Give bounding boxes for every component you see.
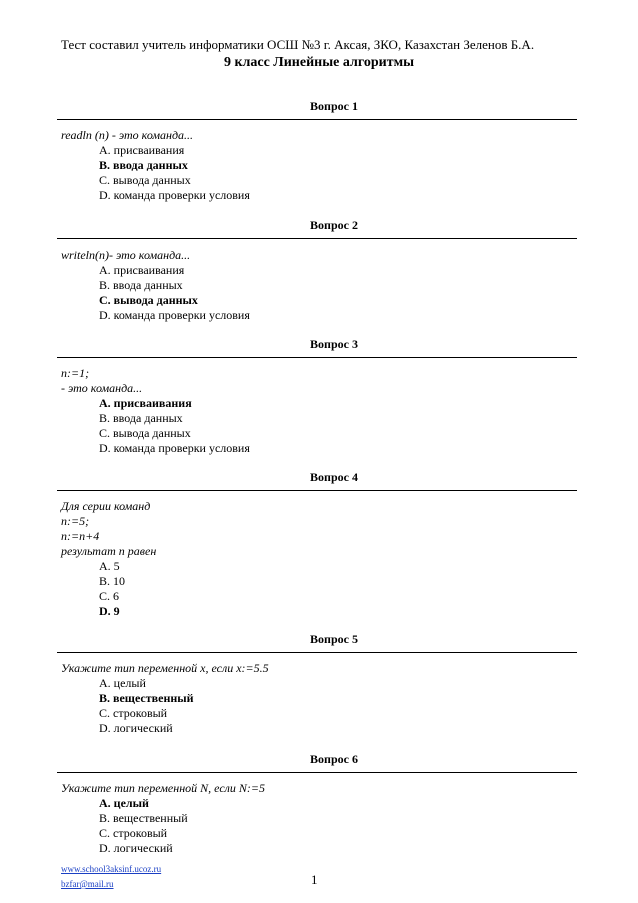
answer-option: D. команда проверки условия xyxy=(99,441,250,455)
question-title: Вопрос 2 xyxy=(310,218,358,232)
question-title: Вопрос 1 xyxy=(310,99,358,113)
answer-option: D. команда проверки условия xyxy=(99,188,250,202)
question-divider xyxy=(57,119,577,120)
question-divider xyxy=(57,652,577,653)
question-prompt: Укажите тип переменной N, если N:=5 xyxy=(61,781,265,795)
page-title: 9 класс Линейные алгоритмы xyxy=(223,55,415,70)
question-title: Вопрос 3 xyxy=(310,337,358,351)
answer-option: C. 6 xyxy=(99,589,120,603)
answer-option: D. команда проверки условия xyxy=(99,308,250,322)
answer-option-correct: B. вещественный xyxy=(99,691,194,705)
answer-option: A. 5 xyxy=(99,559,120,573)
answer-option: B. 10 xyxy=(99,574,126,588)
answer-option: C. строковый xyxy=(99,706,168,720)
page-number: 1 xyxy=(311,872,318,887)
answer-option: D. логический xyxy=(99,841,173,855)
question-title: Вопрос 5 xyxy=(310,632,358,646)
question-prompt: Укажите тип переменной x, если x:=5.5 xyxy=(61,661,269,675)
answer-option-correct: C. вывода данных xyxy=(99,293,198,307)
question-prompt: readln (n) - это команда... xyxy=(61,128,194,142)
question-prompt: writeln(n)- это команда... xyxy=(61,248,191,262)
answer-option-correct: B. ввода данных xyxy=(99,158,188,172)
answer-option: B. вещественный xyxy=(99,811,188,825)
footer-email-link[interactable]: bzfar@mail.ru xyxy=(61,879,114,889)
answer-option-correct: D. 9 xyxy=(99,604,120,618)
answer-option: A. целый xyxy=(99,676,146,690)
answer-option: C. вывода данных xyxy=(99,173,191,187)
question-prompt: - это команда... xyxy=(61,381,143,395)
answer-option: B. ввода данных xyxy=(99,278,183,292)
answer-option-correct: A. целый xyxy=(99,796,149,810)
answer-option-correct: A. присваивания xyxy=(99,396,192,410)
answer-option: A. присваивания xyxy=(99,263,185,277)
question-prompt: n:=1; xyxy=(61,366,90,380)
question-divider xyxy=(57,238,577,239)
question-prompt: Для серии команд xyxy=(61,499,151,513)
answer-option: C. строковый xyxy=(99,826,168,840)
answer-option: D. логический xyxy=(99,721,173,735)
question-divider xyxy=(57,490,577,491)
footer-site-link[interactable]: www.school3aksinf.ucoz.ru xyxy=(61,864,162,874)
answer-option: B. ввода данных xyxy=(99,411,183,425)
author-line: Тест составил учитель информатики ОСШ №3 г. Аксая, ЗКО, Казахстан Зеленов Б.А. xyxy=(61,37,535,52)
question-prompt: результат n равен xyxy=(61,544,157,558)
answer-option: C. вывода данных xyxy=(99,426,191,440)
answer-option: A. присваивания xyxy=(99,143,185,157)
question-divider xyxy=(57,357,577,358)
question-prompt: n:=n+4 xyxy=(61,529,100,543)
question-title: Вопрос 6 xyxy=(310,752,358,766)
question-prompt: n:=5; xyxy=(61,514,90,528)
question-title: Вопрос 4 xyxy=(310,470,358,484)
question-divider xyxy=(57,772,577,773)
